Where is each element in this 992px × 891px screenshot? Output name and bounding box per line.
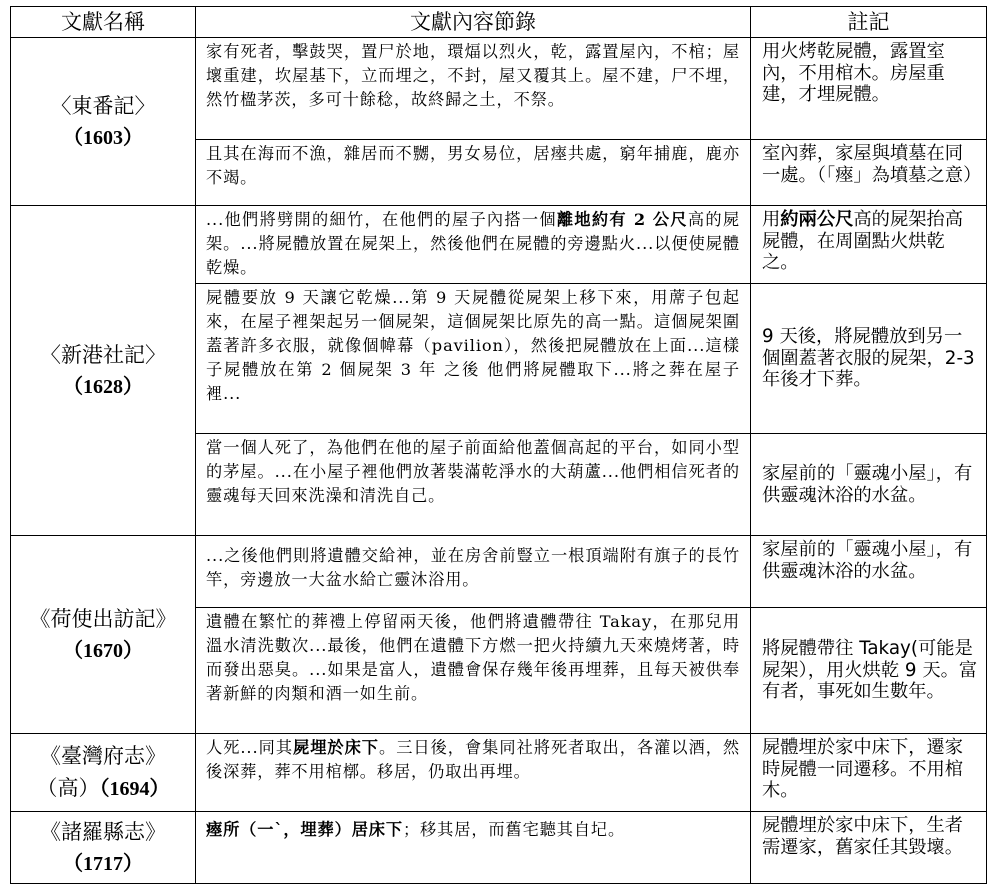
source-title: 〈東番記〉	[50, 93, 156, 118]
excerpt-text: 。三日後，會集同社將死者取出，各灌以酒，然後深葬，葬不用棺槨。移居，仍取出再埋。	[206, 738, 740, 781]
source-title: 〈新港社記〉	[40, 342, 166, 367]
note-bold: 約兩公尺	[780, 209, 854, 230]
excerpt-cell: 家有死者，擊鼓哭，置尸於地，環煏以烈火，乾，露置屋內，不棺；屋壞重建，坎屋基下，立而埋之，不封，屋又覆其上。屋不建，尸不埋，然竹楹茅茨，多可十餘稔，故終歸之土，不祭。	[196, 38, 751, 140]
note-cell: 9 天後，將屍體放到另一個圍蓋著衣服的屍架，2-3 年後才下葬。	[751, 284, 987, 434]
source-title: 《臺灣府志》	[40, 744, 166, 768]
note-cell: 家屋前的「靈魂小屋」，有供靈魂沐浴的水盆。	[751, 434, 987, 536]
excerpt-text: ...他們將劈開的細竹，在他們的屋子內搭一個	[206, 210, 557, 229]
source-year: （1628）	[63, 375, 143, 398]
excerpt-cell	[196, 206, 751, 284]
excerpt-cell: ...之後他們則將遺體交給神，並在房舍前豎立一根頂端附有旗子的長竹竿，旁邊放一大盆水給亡靈沐浴用。	[196, 536, 751, 608]
note-cell: 室內葬，家屋與墳墓在同一處。（「瘞」為墳墓之意）	[751, 140, 987, 206]
excerpt-cell: 屍體要放 9 天讓它乾燥...第 9 天屍體從屍架上移下來，用蓆子包起來，在屋子裡架起另一個屍架，這個屍架比原先的高一點。這個屍架圍蓋著許多衣服，就像個幃幕（pavilion），然後把屍體放在上面...這樣子屍體放在第 2 個屍架 3 年 之後 他們將屍體取下...將之葬在屋子裡...	[196, 284, 751, 434]
note-cell: 屍體埋於家中床下，遷家時屍體一同遷移。不用棺木。	[751, 734, 987, 812]
source-title-cell	[11, 536, 196, 734]
source-title-cell	[11, 206, 196, 536]
note-text: 高的屍架抬高屍體，在周圍點火烘乾之。	[762, 209, 964, 273]
source-title-cell	[11, 812, 196, 884]
excerpt-bold: 屍埋於床下	[293, 738, 380, 757]
table-row	[11, 812, 987, 884]
source-title-cell	[11, 734, 196, 812]
note-cell	[751, 206, 987, 284]
table-row	[11, 38, 987, 140]
note-cell: 家屋前的「靈魂小屋」，有供靈魂沐浴的水盆。	[751, 536, 987, 608]
excerpt-bold: 瘞所（一`，埋葬）居床下	[206, 820, 403, 839]
excerpt-cell: 當一個人死了，為他們在他的屋子前面給他蓋個高起的平台，如同小型的茅屋。...在小屋子裡他們放著裝滿乾淨水的大葫蘆...他們相信死者的靈魂每天回來洗澡和清洗自己。	[196, 434, 751, 536]
excerpt-cell	[196, 734, 751, 812]
source-year-line	[11, 772, 195, 805]
source-title: 《諸羅縣志》	[40, 819, 166, 844]
source-year: （1670）	[63, 639, 143, 662]
note-text: 用	[762, 209, 781, 230]
excerpt-bold: 離地約有 2 公尺	[556, 210, 688, 229]
header-name: 文獻名稱	[11, 7, 196, 38]
excerpt-cell: 遺體在繁忙的葬禮上停留兩天後，他們將遺體帶往 Takay，在那兒用溫水清洗數次...最後，他們在遺體下方燃一把火持續九天來燒烤著，時而發出惡臭。...如果是富人，遺體會保存幾年後再埋葬，且每天被供奉著新鮮的肉類和酒一如生前。	[196, 608, 751, 734]
source-title-cell	[11, 38, 196, 206]
source-year: （1603）	[63, 126, 143, 149]
excerpt-text: ；移其居，而舊宅聽其自圮。	[402, 820, 626, 839]
excerpt-text: 人死...同其	[206, 738, 294, 757]
note-cell: 將屍體帶往 Takay(可能是屍架），用火烘乾 9 天。富有者，事死如生數年。	[751, 608, 987, 734]
burial-records-table	[10, 6, 987, 884]
source-year: （1717）	[63, 852, 143, 875]
header-row	[11, 7, 987, 38]
excerpt-cell	[196, 812, 751, 884]
excerpt-cell: 且其在海而不漁，雜居而不嬲，男女易位，居瘞共處，窮年捕鹿，鹿亦不竭。	[196, 140, 751, 206]
source-title: 《荷使出訪記》	[29, 606, 177, 631]
note-cell: 屍體埋於家中床下，生者需遷家，舊家任其毀壞。	[751, 812, 987, 884]
excerpt-text: 高的屍架。...將屍體放置在屍架上，然後他們在屍體的旁邊點火...以便使屍體乾燥。	[206, 210, 740, 277]
table-row	[11, 206, 987, 284]
header-excerpt: 文獻內容節錄	[196, 7, 751, 38]
source-year: （1694）	[99, 778, 170, 800]
table-row	[11, 734, 987, 812]
header-note: 註記	[751, 7, 987, 38]
note-cell: 用火烤乾屍體，露置室內，不用棺木。房屋重建，才埋屍體。	[751, 38, 987, 140]
source-year-prefix: （高）	[36, 776, 100, 800]
table-row	[11, 536, 987, 608]
